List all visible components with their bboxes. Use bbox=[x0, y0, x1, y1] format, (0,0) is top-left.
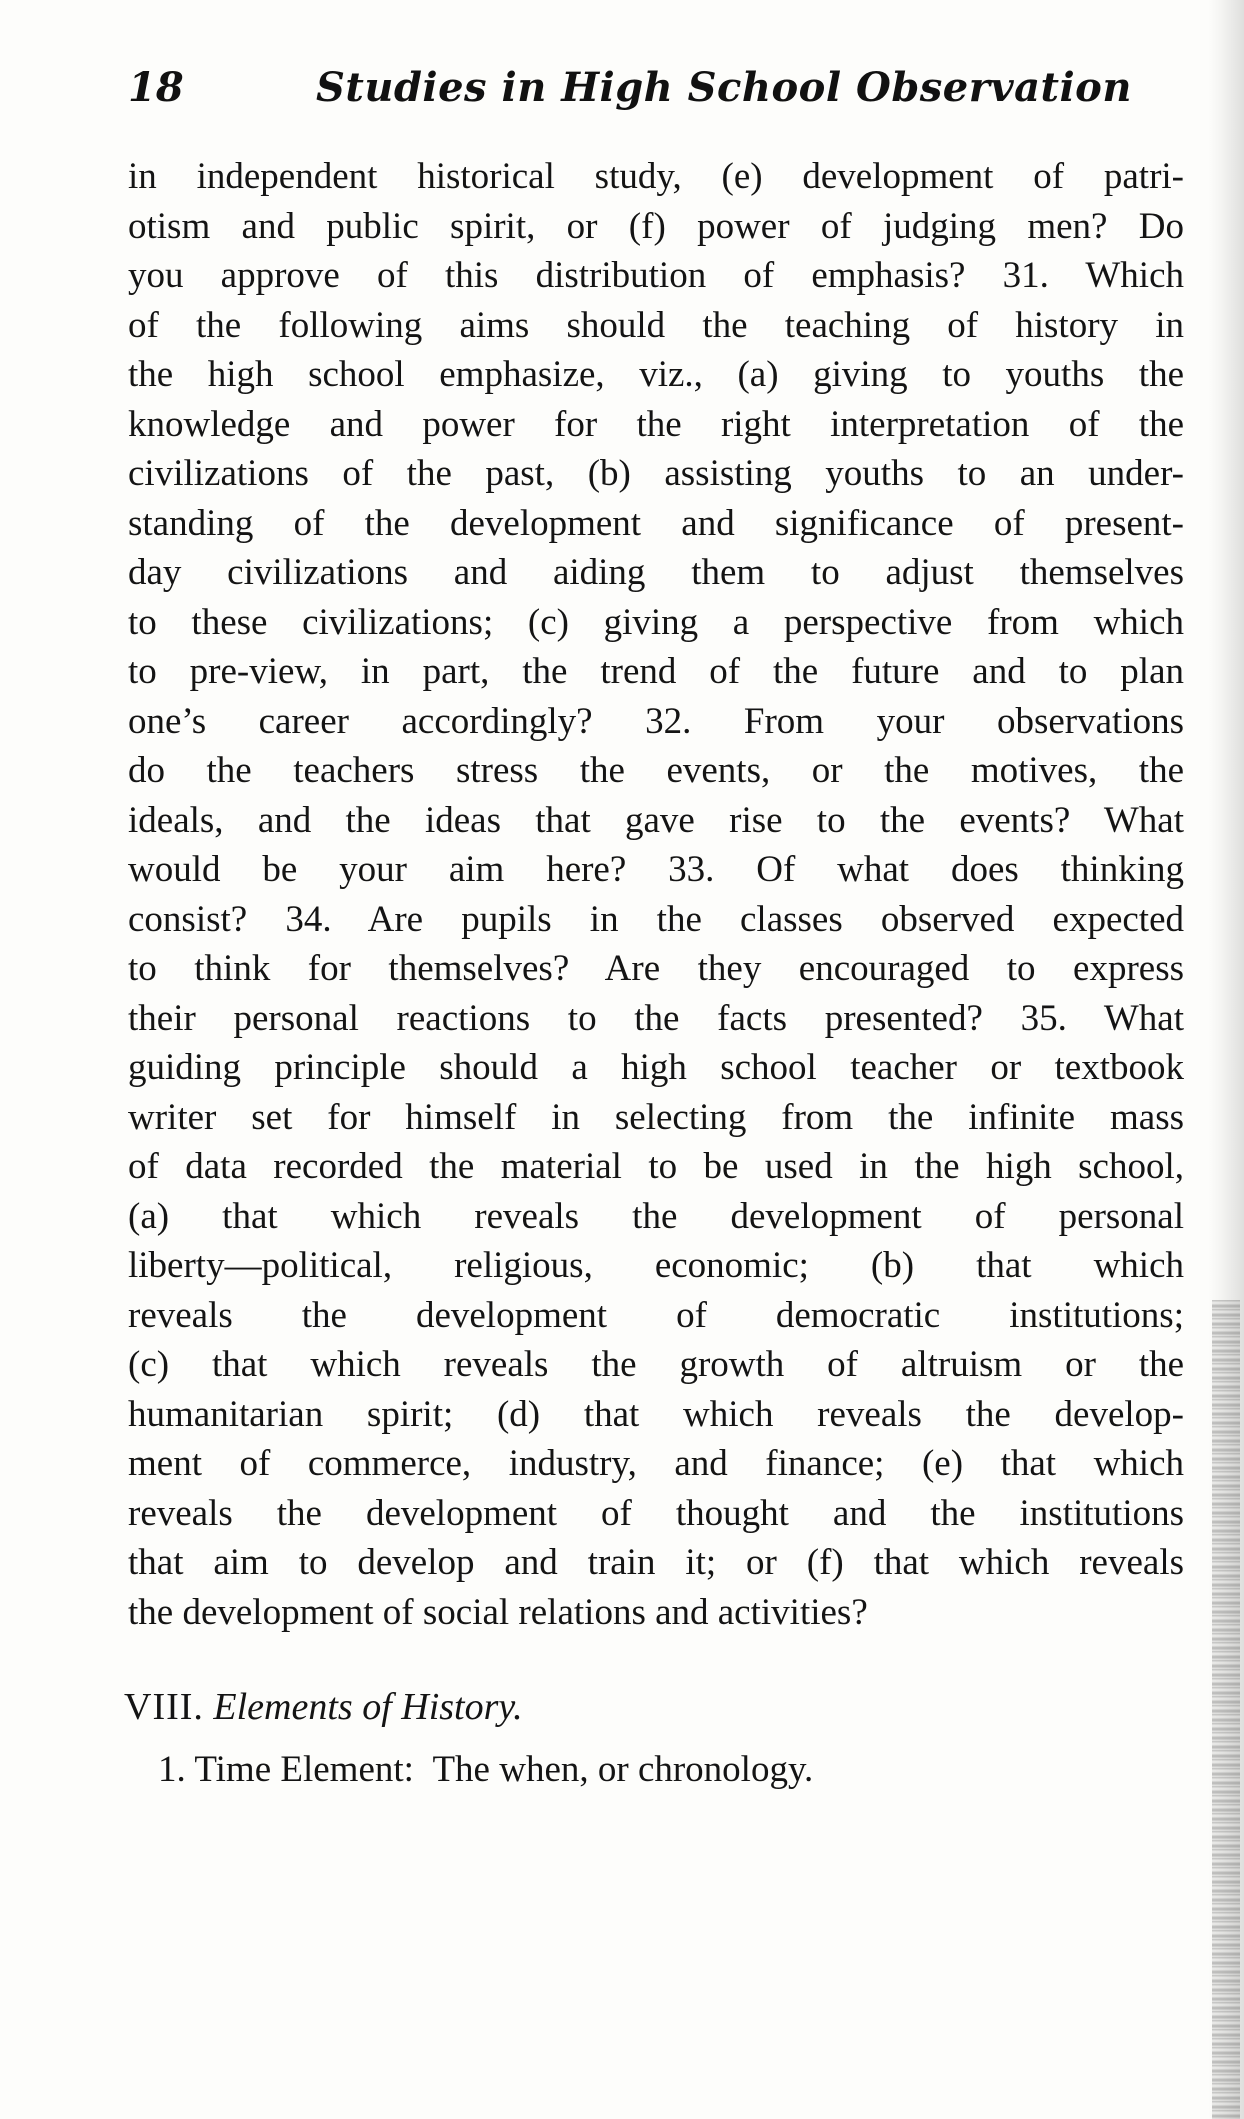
scan-edge-speckle bbox=[1212, 1300, 1240, 2119]
text-line: (a) that which reveals the development of personal bbox=[128, 1195, 1184, 1237]
list-item-text: The when, or chronology. bbox=[432, 1749, 814, 1790]
text-line: you approve of this distribution of emphasis? 31. Which bbox=[128, 255, 1184, 296]
section-number: VIII. bbox=[124, 1686, 204, 1728]
text-line: in independent historical study, (e) development of patri- bbox=[128, 156, 1184, 197]
text-line: standing of the development and significance of present- bbox=[128, 502, 1184, 544]
text-line: day civilizations and aiding them to adjust themselves bbox=[128, 552, 1184, 593]
text-line: to pre-view, in part, the trend of the future and to plan bbox=[128, 651, 1184, 692]
text-line: knowledge and power for the right interpretation of the bbox=[128, 403, 1184, 445]
text-line: of data recorded the material to be used in the high school, bbox=[128, 1146, 1184, 1187]
text-line: civilizations of the past, (b) assisting youths to an under- bbox=[128, 453, 1184, 494]
section-heading bbox=[124, 1685, 523, 1729]
text-line: their personal reactions to the facts presented? 35. What bbox=[128, 997, 1184, 1039]
text-line: reveals the development of thought and the institutions bbox=[128, 1492, 1184, 1534]
text-line: liberty—political, religious, economic; (b) that which bbox=[128, 1245, 1184, 1286]
list-item-number: 1. bbox=[158, 1749, 186, 1790]
body-paragraph bbox=[128, 152, 1184, 1637]
text-line: (c) that which reveals the growth of altruism or the bbox=[128, 1344, 1184, 1385]
text-line: reveals the development of democratic institutions; bbox=[128, 1294, 1184, 1336]
text-line: humanitarian spirit; (d) that which reveals the develop- bbox=[128, 1393, 1184, 1435]
text-line: ment of commerce, industry, and finance; (e) that which bbox=[128, 1443, 1184, 1484]
text-line: one’s career accordingly? 32. From your observations bbox=[128, 700, 1184, 742]
text-line: the development of social relations and activities? bbox=[128, 1591, 868, 1633]
section-title: Elements of History. bbox=[213, 1686, 523, 1728]
text-line: would be your aim here? 33. Of what does thinking bbox=[128, 849, 1184, 890]
text-line: that aim to develop and train it; or (f) that which reveals bbox=[128, 1542, 1184, 1583]
text-line: the high school emphasize, viz., (a) giving to youths the bbox=[128, 354, 1184, 395]
text-line: otism and public spirit, or (f) power of judging men? Do bbox=[128, 205, 1184, 247]
text-line: consist? 34. Are pupils in the classes observed expected bbox=[128, 898, 1184, 940]
text-line: of the following aims should the teaching of history in bbox=[128, 304, 1184, 346]
text-line: do the teachers stress the events, or the motives, the bbox=[128, 750, 1184, 791]
page-number: 18 bbox=[128, 64, 184, 111]
list-item-label: Time Element: bbox=[194, 1749, 414, 1790]
running-title: Studies in High School Observation bbox=[316, 64, 1132, 111]
text-line: writer set for himself in selecting from the infinite mass bbox=[128, 1096, 1184, 1138]
text-line: to think for themselves? Are they encouraged to express bbox=[128, 948, 1184, 989]
text-line: ideals, and the ideas that gave rise to the events? What bbox=[128, 799, 1184, 841]
text-line: to these civilizations; (c) giving a perspective from which bbox=[128, 601, 1184, 643]
running-head bbox=[128, 64, 1184, 124]
list-item bbox=[158, 1748, 813, 1791]
text-line: guiding principle should a high school teacher or textbook bbox=[128, 1047, 1184, 1088]
